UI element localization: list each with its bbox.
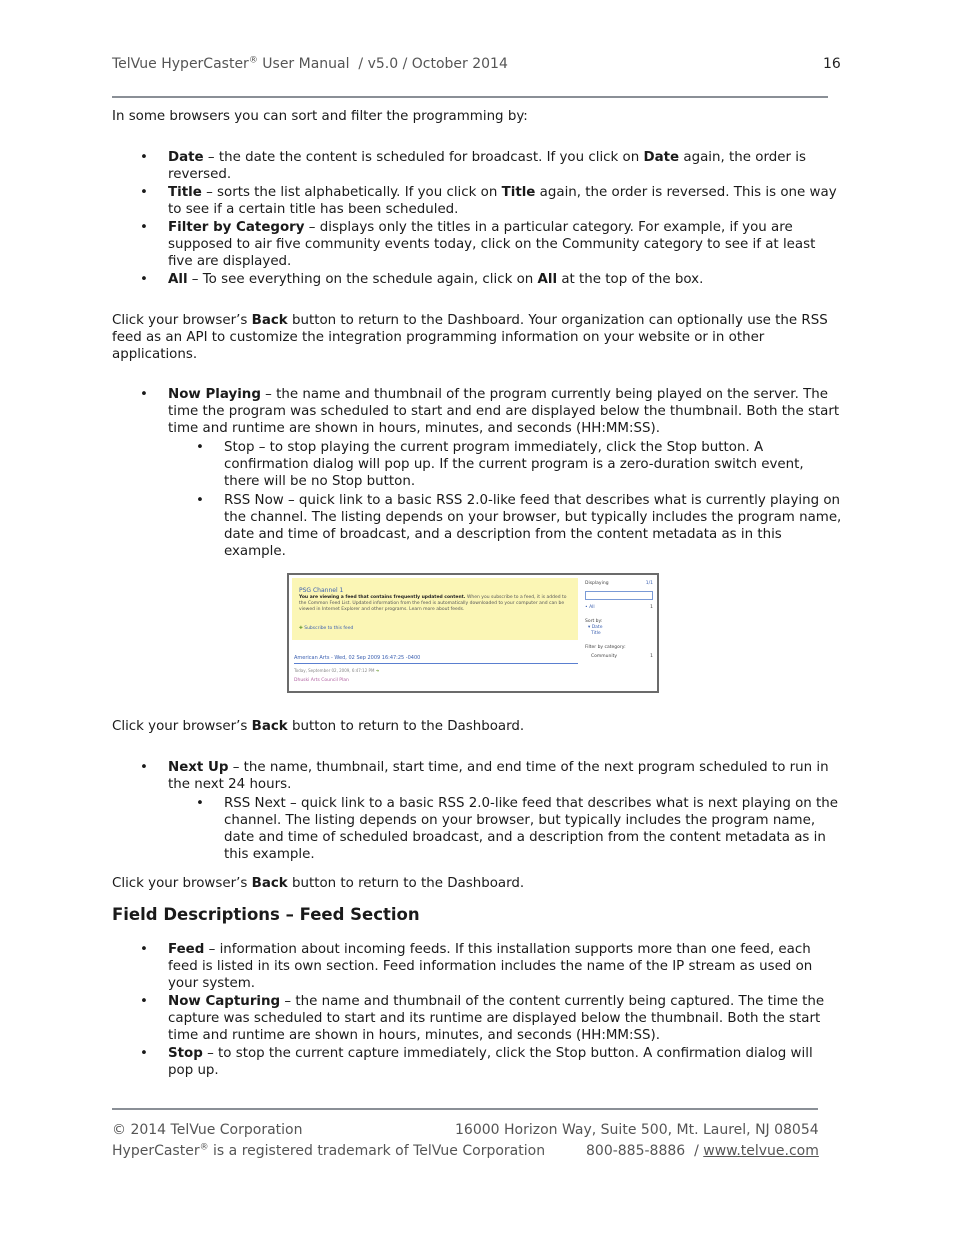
list-item: • Filter by Category – displays only the titles in a particular category. For example, if you are supposed to air five community events today, click on the Community category to see if at least five are displayed. [112,219,842,270]
list-item: • RSS Now – quick link to a basic RSS 2.0-like feed that describes what is currently playing on the channel. The listing depends on your browser, but typically includes the program name, date and time of broadcast, and a description from the content metadata as in this example. [168,492,842,560]
channel-name: PSG Channel 1 [299,587,344,594]
arrow-icon: ➔ [375,668,380,673]
star-icon: ✚ [299,626,303,631]
now-playing-sublist [168,439,842,560]
list-item: • Date – the date the content is scheduled for broadcast. If you click on Date again, the order is reversed. [112,149,842,183]
feed-sidebar: Displaying 1/1 • All 1 Sort by: ▾ Date Title Filter by category: Community 1 [585,581,653,659]
subscribe-link: ✚ Subscribe to this feed [299,626,354,631]
search-box [585,591,653,600]
feed-entry-rule [294,663,578,664]
website-link[interactable]: www.telvue.com [703,1143,819,1159]
section-heading: Field Descriptions – Feed Section [112,905,420,924]
next-up-sublist [168,795,842,863]
footer-address: 16000 Horizon Way, Suite 500, Mt. Laurel, NJ 08054 [455,1122,819,1138]
header-rule [112,96,828,98]
footer-copyright: © 2014 TelVue Corporation [112,1122,303,1138]
page-number: 16 [823,56,841,72]
intro-paragraph: In some browsers you can sort and filter the programming by: [112,109,528,124]
footer-rule [112,1108,818,1110]
now-playing-list [112,386,842,562]
list-item: • Now Playing – the name and thumbnail of the program currently being played on the server. The time the program was scheduled to start and end are displayed below the thumbnail. Both the start time and runtime are shown in hours, minutes, and seconds (HH:MM:SS). • Stop – to stop playing the current program immediately, click the Stop button. A confirmation dialog will pop up. If the current program is a zero-duration switch event, there will be no Stop button. • RSS Now – quick link to a basic RSS 2.0-like feed that describes what is currently playing on the channel. The listing depends on your browser, but typically includes the program name, date and time of broadcast, and a description from the content metadata as in this example. [112,386,842,560]
list-item: • Stop – to stop the current capture immediately, click the Stop button. A confirmation dialog will pop up. [112,1045,842,1079]
sort-filter-list [112,149,842,289]
list-item: • Now Capturing – the name and thumbnail of the content currently being captured. The time the capture was scheduled to start and its runtime are displayed below the thumbnail. Both the start time and runtime are shown in hours, minutes, and seconds (HH:MM:SS). [112,993,842,1044]
footer-trademark: HyperCaster® is a registered trademark of TelVue Corporation [112,1142,546,1159]
list-item: • All – To see everything on the schedule again, click on All at the top of the box. [112,271,842,288]
list-item: • Stop – to stop playing the current program immediately, click the Stop button. A confirmation dialog will pop up. If the current program is a zero-duration switch event, there will be no Stop button. [168,439,842,490]
list-item: • Title – sorts the list alphabetically. If you click on Title again, the order is reversed. This is one way to see if a certain title has been scheduled. [112,184,842,218]
next-up-list [112,759,842,865]
list-item: • Next Up – the name, thumbnail, start time, and end time of the next program scheduled to run in the next 24 hours. • RSS Next – quick link to a basic RSS 2.0-like feed that describes what is next playing on the channel. The listing depends on your browser, but typically includes the program name, date and time of scheduled broadcast, and a description from the content metadata as in this example. [112,759,842,863]
list-item: • RSS Next – quick link to a basic RSS 2.0-like feed that describes what is next playing on the channel. The listing depends on your browser, but typically includes the program name, date and time of scheduled broadcast, and a description from the content metadata as in this example. [168,795,842,863]
rss-feed-screenshot [287,573,659,693]
feed-notice-text: You are viewing a feed that contains frequently updated content. When you subscribe to a feed, it is added to the Common Feed List. Updated information from the feed is automatically downloaded to your computer and can be viewed in Internet Explorer and other programs. Learn more about feeds. [299,595,567,612]
feed-notice-banner [292,578,578,640]
back-paragraph-3: Click your browser’s Back button to return to the Dashboard. [112,876,525,891]
feed-fields-list [112,941,842,1080]
footer-contact: 800-885-8886 / www.telvue.com [586,1143,819,1159]
feed-entry-title: American Arts - Wed, 02 Sep 2009 16:47:25 -0400 [294,655,421,661]
feed-entry-link: Dhuski Arts Council Plan [294,678,349,683]
back-paragraph-1: Click your browser’s Back button to return to the Dashboard. Your organization can optionally use the RSS feed as an API to customize the integration programming information on your website or in other applications. [112,313,828,362]
feed-entry-meta: Today, September 02, 2009, 6:47:12 PM ➔ [294,668,380,673]
running-header: TelVue HyperCaster® User Manual / v5.0 / October 2014 [112,55,508,72]
list-item: • Feed – information about incoming feeds. If this installation supports more than one feed, each feed is listed in its own section. Feed information includes the name of the IP stream as used on your system. [112,941,842,992]
back-paragraph-2: Click your browser’s Back button to return to the Dashboard. [112,719,525,734]
